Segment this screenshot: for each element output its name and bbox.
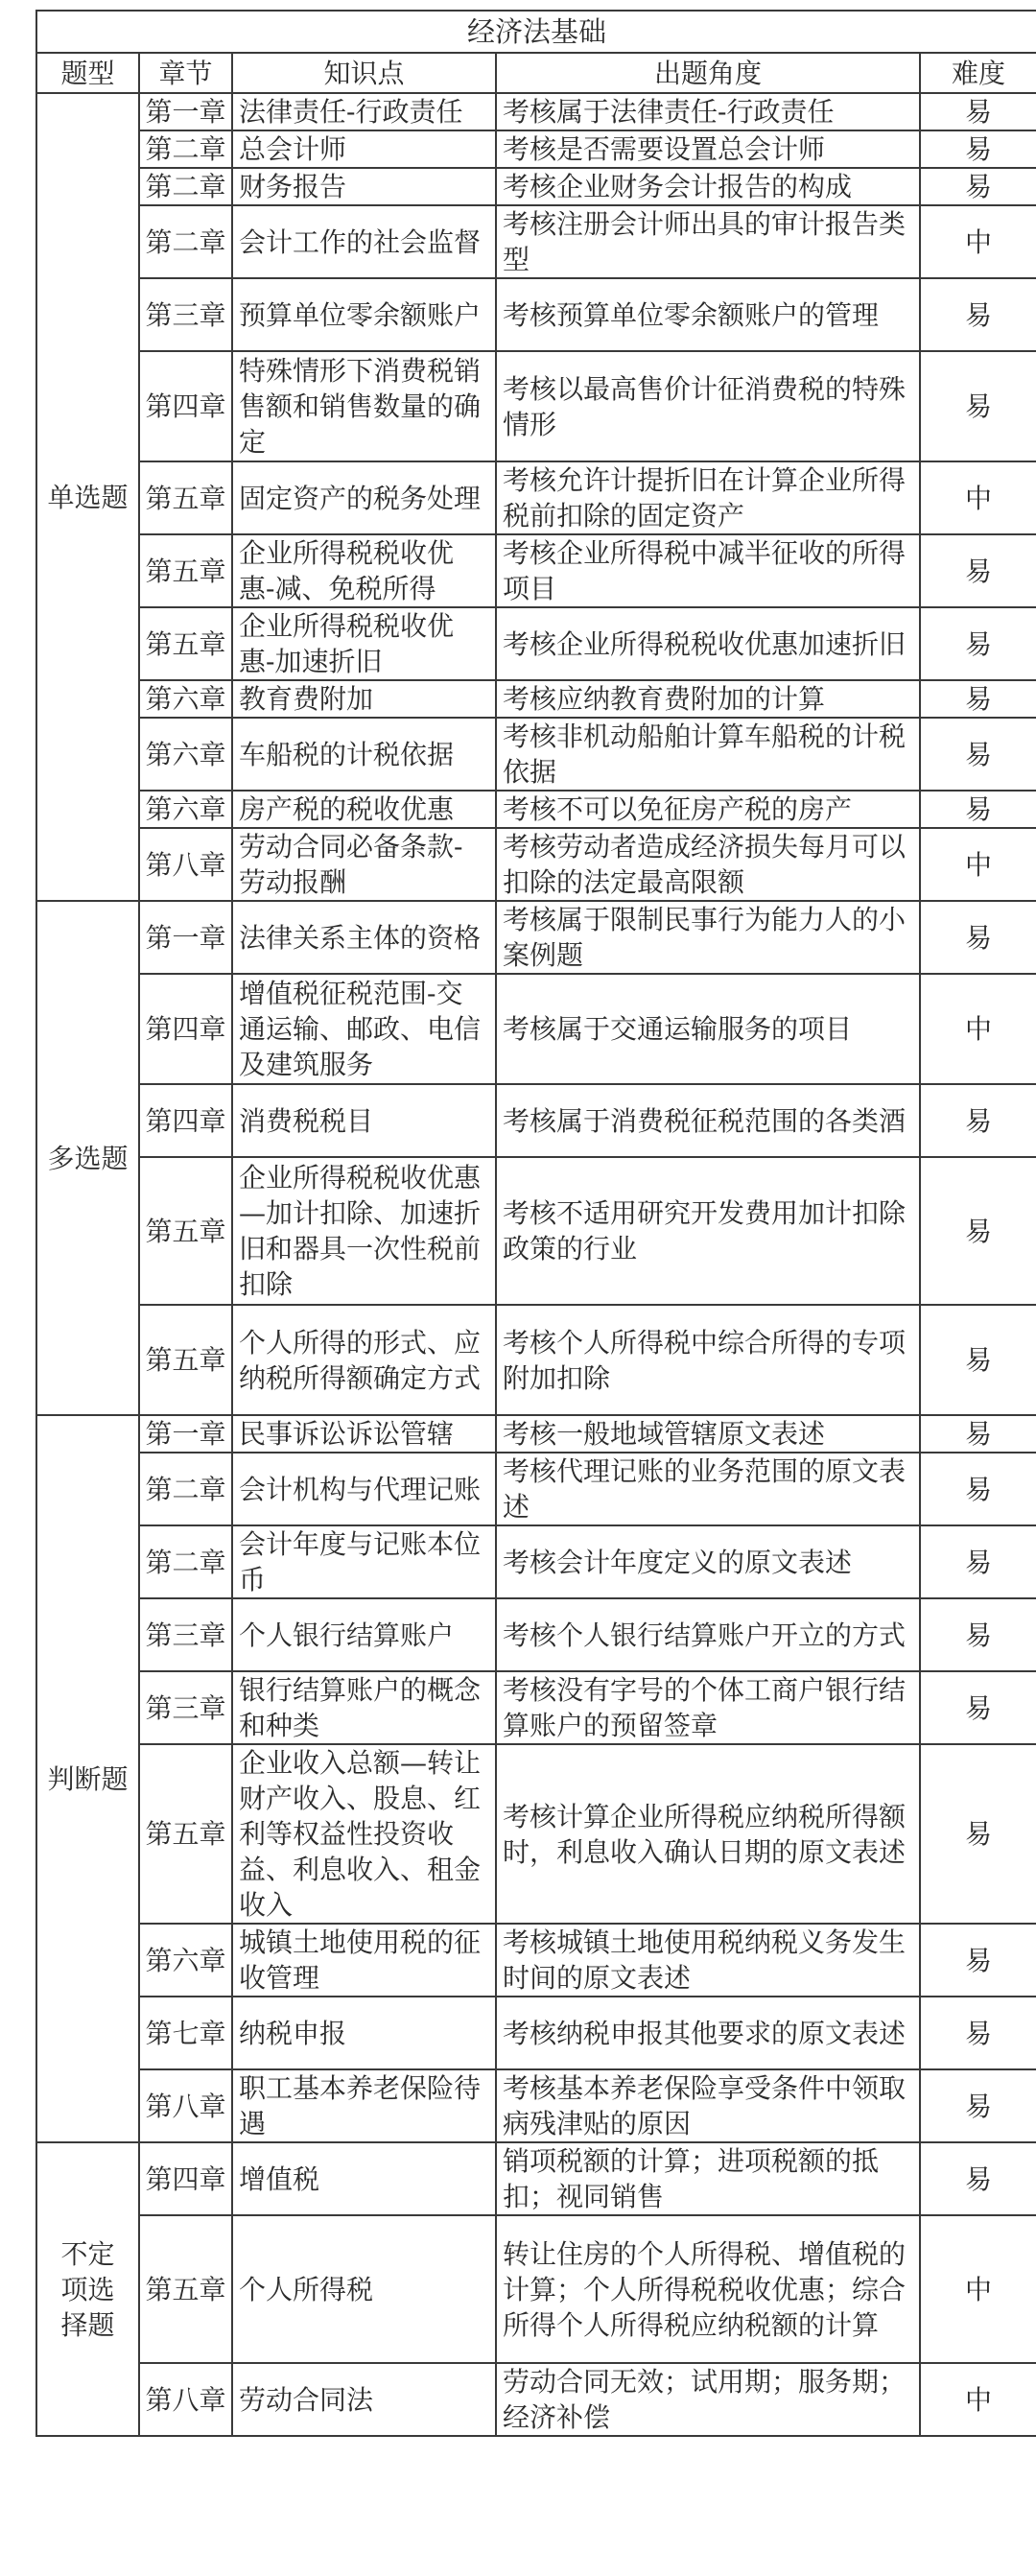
difficulty-cell: 易	[920, 1084, 1036, 1157]
difficulty-cell: 易	[920, 1415, 1036, 1453]
difficulty-cell: 易	[920, 93, 1036, 130]
table-row	[36, 2069, 1036, 2142]
chapter-cell: 第五章	[139, 1744, 232, 1924]
question-angle-cell: 考核劳动者造成经济损失每月可以扣除的法定最高限额	[496, 828, 920, 901]
header-point: 知识点	[232, 53, 496, 93]
chapter-cell: 第三章	[139, 1671, 232, 1744]
question-angle-cell: 考核没有字号的个体工商户银行结算账户的预留签章	[496, 1671, 920, 1744]
difficulty-cell: 中	[920, 828, 1036, 901]
table-row	[36, 974, 1036, 1084]
difficulty-cell: 易	[920, 2069, 1036, 2142]
knowledge-point-cell: 企业所得税税收优惠-减、免税所得	[232, 534, 496, 607]
title-row	[36, 11, 1036, 53]
question-angle-cell: 销项税额的计算；进项税额的抵扣；视同销售	[496, 2142, 920, 2215]
knowledge-point-cell: 企业所得税税收优惠-加速折旧	[232, 607, 496, 680]
difficulty-cell: 易	[920, 791, 1036, 828]
chapter-cell: 第二章	[139, 1525, 232, 1598]
table-row	[36, 1157, 1036, 1305]
question-type-cell: 单选题	[36, 93, 139, 901]
knowledge-point-cell: 固定资产的税务处理	[232, 461, 496, 534]
knowledge-point-cell: 个人所得的形式、应纳税所得额确定方式	[232, 1305, 496, 1415]
difficulty-cell: 易	[920, 351, 1036, 461]
chapter-cell: 第二章	[139, 168, 232, 205]
chapter-cell: 第二章	[139, 205, 232, 278]
difficulty-cell: 易	[920, 1453, 1036, 1525]
chapter-cell: 第二章	[139, 1453, 232, 1525]
knowledge-point-cell: 增值税征税范围-交通运输、邮政、电信及建筑服务	[232, 974, 496, 1084]
table-row	[36, 1744, 1036, 1924]
table-row	[36, 278, 1036, 351]
question-angle-cell: 考核属于限制民事行为能力人的小案例题	[496, 901, 920, 974]
knowledge-point-cell: 城镇土地使用税的征收管理	[232, 1924, 496, 1997]
question-angle-cell: 考核个人所得税中综合所得的专项附加扣除	[496, 1305, 920, 1415]
chapter-cell: 第五章	[139, 461, 232, 534]
question-angle-cell: 考核企业所得税中减半征收的所得项目	[496, 534, 920, 607]
table-row	[36, 2215, 1036, 2363]
question-angle-cell: 考核会计年度定义的原文表述	[496, 1525, 920, 1598]
difficulty-cell: 易	[920, 607, 1036, 680]
table-row	[36, 351, 1036, 461]
table-row	[36, 1453, 1036, 1525]
chapter-cell: 第四章	[139, 1084, 232, 1157]
knowledge-point-cell: 企业收入总额—转让财产收入、股息、红利等权益性投资收益、利息收入、租金收入	[232, 1744, 496, 1924]
difficulty-cell: 易	[920, 1305, 1036, 1415]
question-angle-cell: 转让住房的个人所得税、增值税的计算；个人所得税税收优惠；综合所得个人所得税应纳税额的计算	[496, 2215, 920, 2363]
table-row	[36, 791, 1036, 828]
knowledge-point-cell: 会计年度与记账本位币	[232, 1525, 496, 1598]
knowledge-point-cell: 财务报告	[232, 168, 496, 205]
knowledge-point-cell: 法律责任-行政责任	[232, 93, 496, 130]
chapter-cell: 第五章	[139, 534, 232, 607]
knowledge-point-cell: 教育费附加	[232, 680, 496, 718]
question-angle-cell: 劳动合同无效；试用期；服务期；经济补偿	[496, 2363, 920, 2436]
header-chapter: 章节	[139, 53, 232, 93]
difficulty-cell: 中	[920, 2215, 1036, 2363]
knowledge-point-cell: 会计工作的社会监督	[232, 205, 496, 278]
table-row	[36, 901, 1036, 974]
question-angle-cell: 考核属于消费税征税范围的各类酒	[496, 1084, 920, 1157]
chapter-cell: 第三章	[139, 278, 232, 351]
chapter-cell: 第八章	[139, 2069, 232, 2142]
question-angle-cell: 考核基本养老保险享受条件中领取病残津贴的原因	[496, 2069, 920, 2142]
difficulty-cell: 易	[920, 1157, 1036, 1305]
header-angle: 出题角度	[496, 53, 920, 93]
question-type-cell: 多选题	[36, 901, 139, 1415]
question-angle-cell: 考核以最高售价计征消费税的特殊情形	[496, 351, 920, 461]
table-row	[36, 1924, 1036, 1997]
knowledge-point-cell: 总会计师	[232, 130, 496, 168]
header-row	[36, 53, 1036, 93]
table-row	[36, 130, 1036, 168]
difficulty-cell: 易	[920, 1924, 1036, 1997]
knowledge-point-cell: 法律关系主体的资格	[232, 901, 496, 974]
table-row	[36, 534, 1036, 607]
table-row	[36, 168, 1036, 205]
table-row	[36, 718, 1036, 791]
difficulty-cell: 易	[920, 680, 1036, 718]
table-row	[36, 1997, 1036, 2069]
exam-table-sheet	[35, 10, 1036, 2437]
question-angle-cell: 考核注册会计师出具的审计报告类型	[496, 205, 920, 278]
question-angle-cell: 考核城镇土地使用税纳税义务发生时间的原文表述	[496, 1924, 920, 1997]
difficulty-cell: 易	[920, 1525, 1036, 1598]
difficulty-cell: 中	[920, 205, 1036, 278]
question-angle-cell: 考核企业所得税税收优惠加速折旧	[496, 607, 920, 680]
knowledge-point-cell: 特殊情形下消费税销售额和销售数量的确定	[232, 351, 496, 461]
table-row	[36, 680, 1036, 718]
chapter-cell: 第五章	[139, 2215, 232, 2363]
chapter-cell: 第二章	[139, 130, 232, 168]
question-type-cell: 不定项选择题	[36, 2142, 139, 2436]
knowledge-point-cell: 个人银行结算账户	[232, 1598, 496, 1671]
question-angle-cell: 考核个人银行结算账户开立的方式	[496, 1598, 920, 1671]
difficulty-cell: 易	[920, 1744, 1036, 1924]
knowledge-point-cell: 预算单位零余额账户	[232, 278, 496, 351]
knowledge-point-cell: 银行结算账户的概念和种类	[232, 1671, 496, 1744]
chapter-cell: 第五章	[139, 1157, 232, 1305]
knowledge-point-cell: 消费税税目	[232, 1084, 496, 1157]
table-row	[36, 2363, 1036, 2436]
table-row	[36, 2142, 1036, 2215]
chapter-cell: 第八章	[139, 828, 232, 901]
knowledge-point-cell: 个人所得税	[232, 2215, 496, 2363]
question-angle-cell: 考核不可以免征房产税的房产	[496, 791, 920, 828]
question-angle-cell: 考核代理记账的业务范围的原文表述	[496, 1453, 920, 1525]
header-level: 难度	[920, 53, 1036, 93]
knowledge-point-cell: 劳动合同必备条款-劳动报酬	[232, 828, 496, 901]
question-angle-cell: 考核是否需要设置总会计师	[496, 130, 920, 168]
table-row	[36, 205, 1036, 278]
table-row	[36, 1305, 1036, 1415]
difficulty-cell: 中	[920, 2363, 1036, 2436]
knowledge-point-cell: 纳税申报	[232, 1997, 496, 2069]
table-row	[36, 93, 1036, 130]
chapter-cell: 第六章	[139, 680, 232, 718]
table-row	[36, 828, 1036, 901]
question-angle-cell: 考核企业财务会计报告的构成	[496, 168, 920, 205]
question-angle-cell: 考核预算单位零余额账户的管理	[496, 278, 920, 351]
knowledge-point-cell: 职工基本养老保险待遇	[232, 2069, 496, 2142]
chapter-cell: 第六章	[139, 718, 232, 791]
difficulty-cell: 中	[920, 461, 1036, 534]
difficulty-cell: 易	[920, 534, 1036, 607]
chapter-cell: 第七章	[139, 1997, 232, 2069]
knowledge-point-cell: 企业所得税税收优惠—加计扣除、加速折旧和器具一次性税前扣除	[232, 1157, 496, 1305]
difficulty-cell: 易	[920, 901, 1036, 974]
question-angle-cell: 考核一般地域管辖原文表述	[496, 1415, 920, 1453]
question-angle-cell: 考核属于交通运输服务的项目	[496, 974, 920, 1084]
chapter-cell: 第四章	[139, 351, 232, 461]
chapter-cell: 第八章	[139, 2363, 232, 2436]
chapter-cell: 第四章	[139, 974, 232, 1084]
difficulty-cell: 易	[920, 2142, 1036, 2215]
table-row	[36, 1525, 1036, 1598]
question-angle-cell: 考核非机动船舶计算车船税的计税依据	[496, 718, 920, 791]
chapter-cell: 第五章	[139, 1305, 232, 1415]
question-angle-cell: 考核不适用研究开发费用加计扣除政策的行业	[496, 1157, 920, 1305]
difficulty-cell: 易	[920, 718, 1036, 791]
header-type: 题型	[36, 53, 139, 93]
question-type-cell: 判断题	[36, 1415, 139, 2142]
difficulty-cell: 中	[920, 974, 1036, 1084]
chapter-cell: 第六章	[139, 1924, 232, 1997]
question-angle-cell: 考核计算企业所得税应纳税所得额时，利息收入确认日期的原文表述	[496, 1744, 920, 1924]
chapter-cell: 第五章	[139, 607, 232, 680]
table-row	[36, 607, 1036, 680]
chapter-cell: 第一章	[139, 1415, 232, 1453]
difficulty-cell: 易	[920, 130, 1036, 168]
table-row	[36, 1671, 1036, 1744]
chapter-cell: 第一章	[139, 901, 232, 974]
knowledge-point-cell: 车船税的计税依据	[232, 718, 496, 791]
knowledge-point-cell: 劳动合同法	[232, 2363, 496, 2436]
difficulty-cell: 易	[920, 1598, 1036, 1671]
chapter-cell: 第四章	[139, 2142, 232, 2215]
knowledge-point-cell: 房产税的税收优惠	[232, 791, 496, 828]
chapter-cell: 第一章	[139, 93, 232, 130]
difficulty-cell: 易	[920, 1997, 1036, 2069]
knowledge-point-cell: 民事诉讼诉讼管辖	[232, 1415, 496, 1453]
question-angle-cell: 考核属于法律责任-行政责任	[496, 93, 920, 130]
chapter-cell: 第六章	[139, 791, 232, 828]
table-row	[36, 461, 1036, 534]
knowledge-point-cell: 会计机构与代理记账	[232, 1453, 496, 1525]
table-title: 经济法基础	[36, 11, 1036, 53]
chapter-cell: 第三章	[139, 1598, 232, 1671]
difficulty-cell: 易	[920, 1671, 1036, 1744]
table-row	[36, 1415, 1036, 1453]
difficulty-cell: 易	[920, 168, 1036, 205]
question-angle-cell: 考核允许计提折旧在计算企业所得税前扣除的固定资产	[496, 461, 920, 534]
table-row	[36, 1598, 1036, 1671]
exam-analysis-table	[35, 10, 1036, 2437]
knowledge-point-cell: 增值税	[232, 2142, 496, 2215]
question-angle-cell: 考核纳税申报其他要求的原文表述	[496, 1997, 920, 2069]
table-row	[36, 1084, 1036, 1157]
difficulty-cell: 易	[920, 278, 1036, 351]
question-angle-cell: 考核应纳教育费附加的计算	[496, 680, 920, 718]
